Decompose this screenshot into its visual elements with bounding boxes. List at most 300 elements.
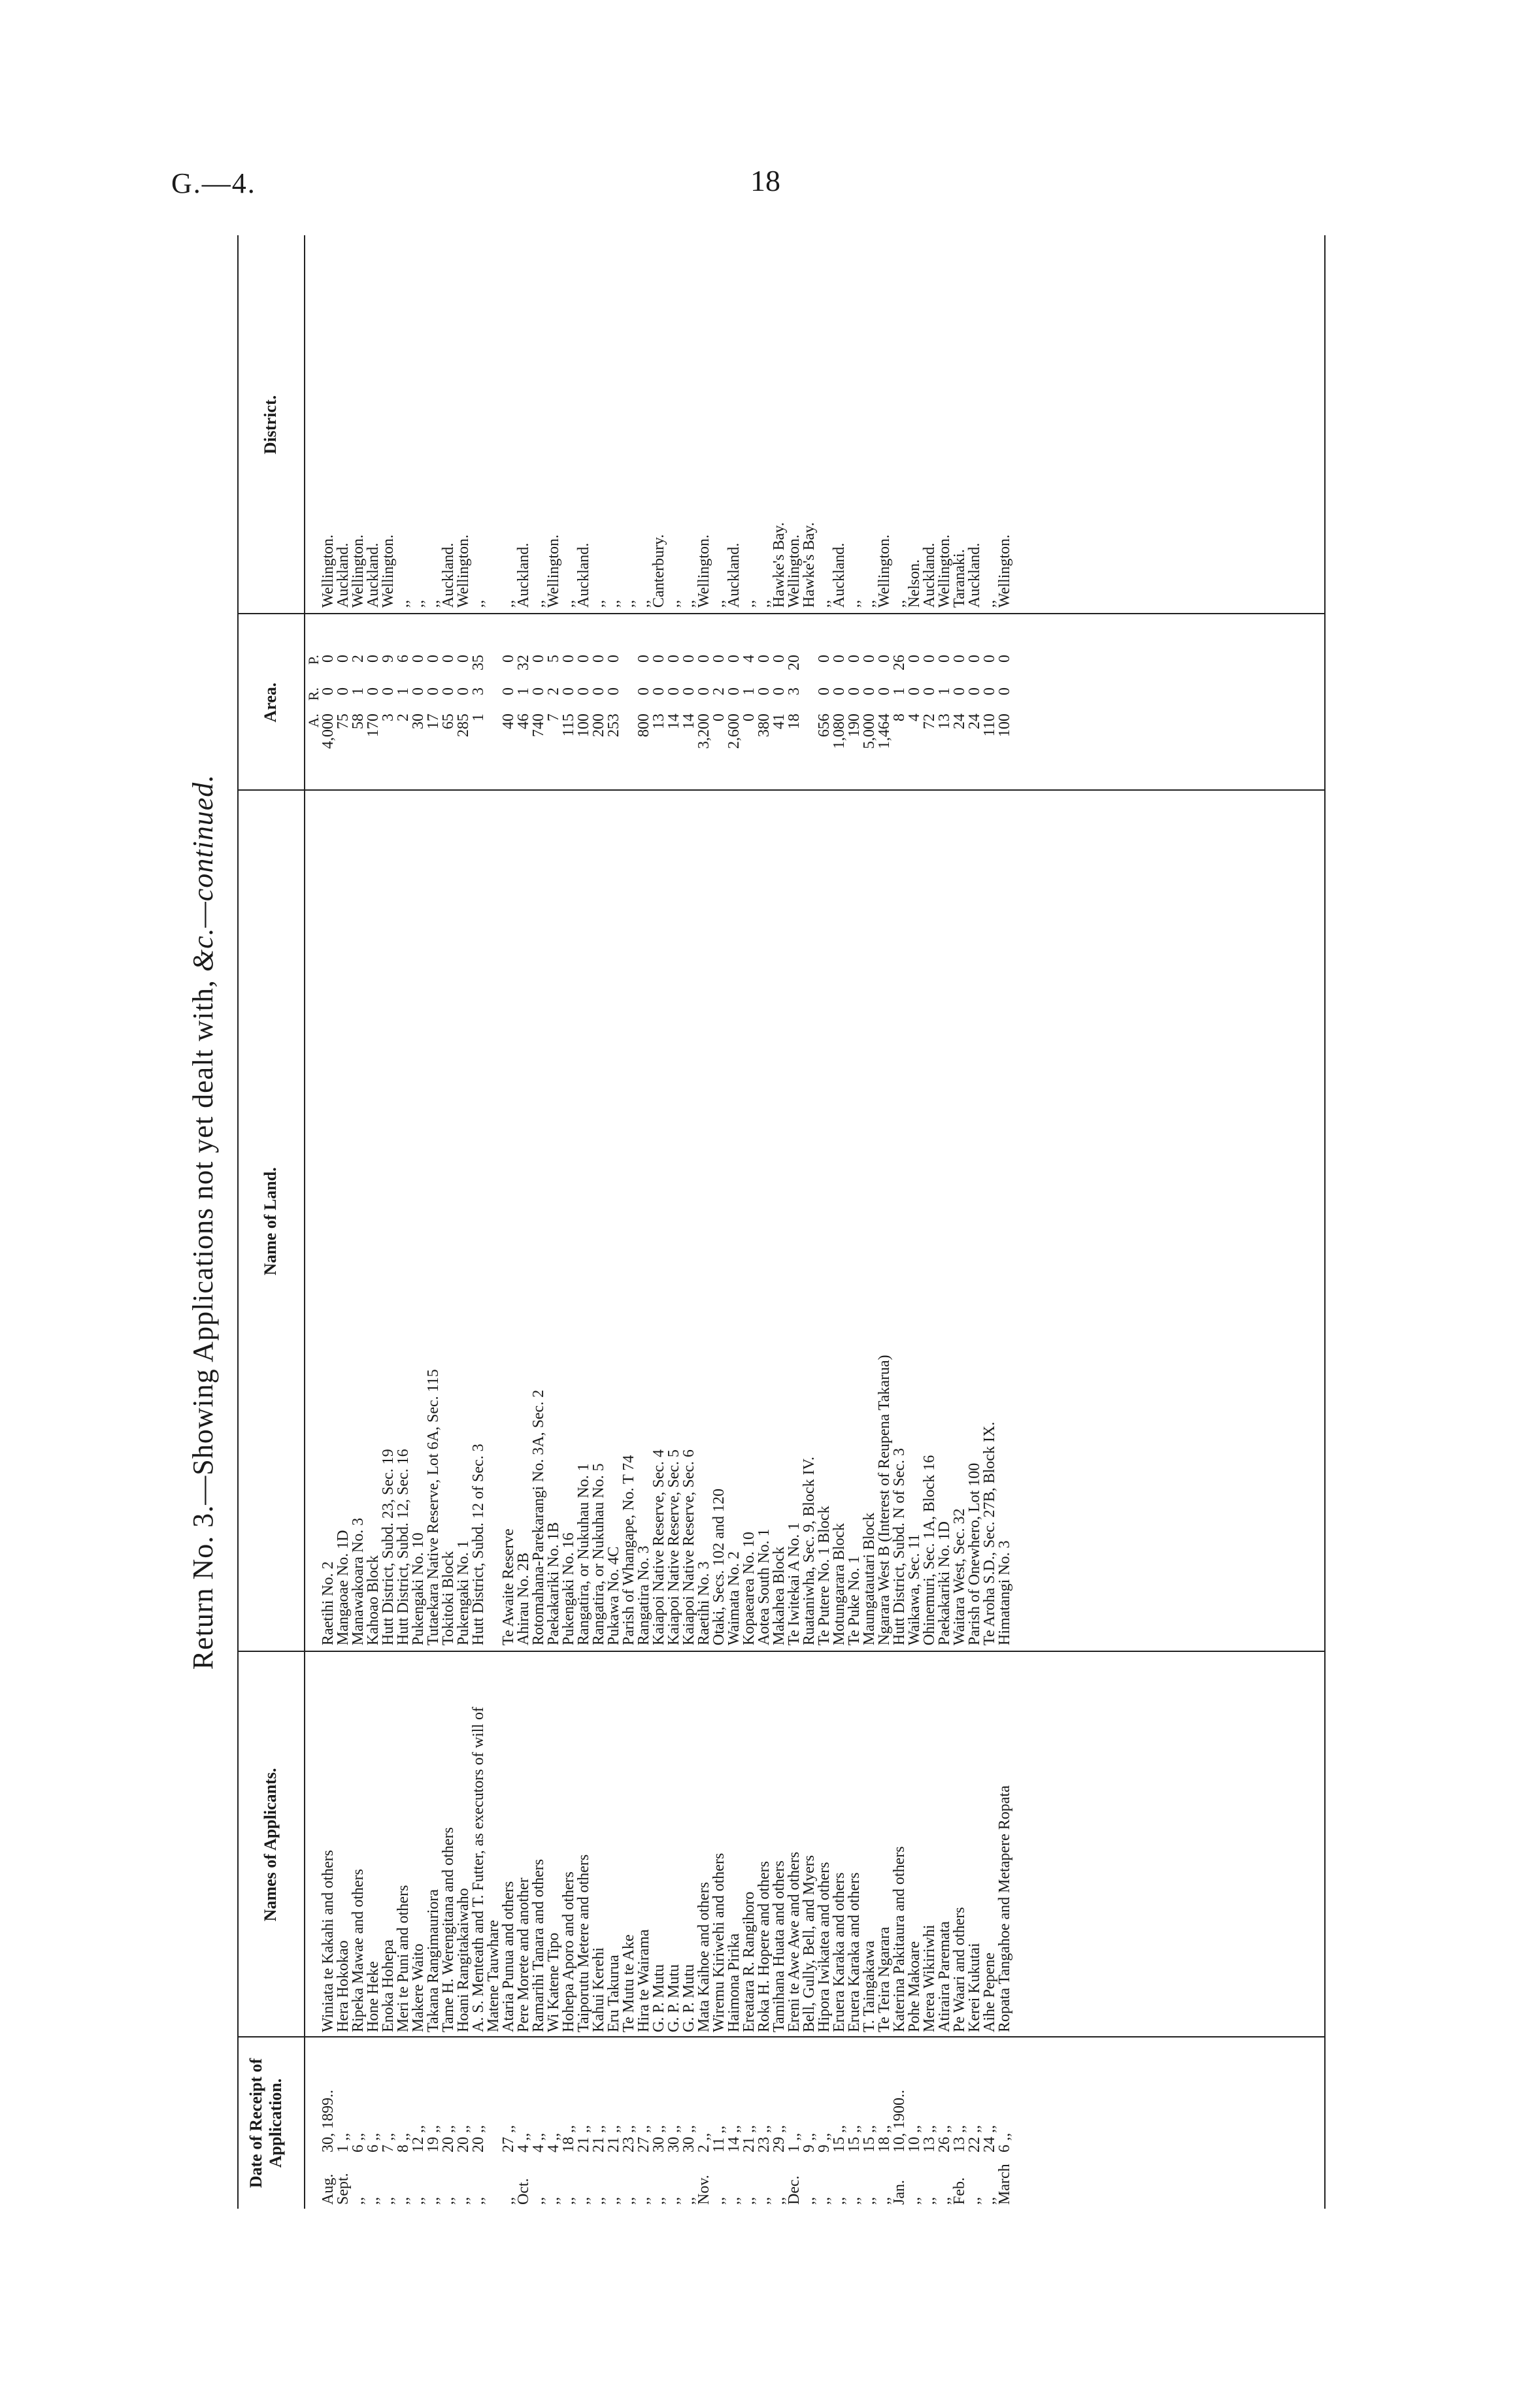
area-roods: 0 — [635, 687, 652, 695]
applicants-text: Ropata Tangahoe and Metapere Ropata — [996, 1785, 1013, 2032]
land-cell — [336, 1057, 351, 1645]
district-text: ,, — [425, 600, 442, 608]
area-cell — [697, 621, 712, 784]
area-cell — [847, 621, 862, 784]
applicants-text: G. P. Mutu — [665, 1964, 682, 2032]
header-applicants: Names of Applicants. — [261, 1768, 280, 1922]
table-row — [862, 235, 877, 2209]
date-month: ,, — [680, 2197, 697, 2205]
area-roods: 0 — [500, 687, 517, 695]
district-text: Wellington. — [786, 534, 803, 608]
table-row — [742, 235, 757, 2209]
applicants-text: Hone Heke — [365, 1961, 382, 2032]
area-cell — [667, 621, 682, 784]
land-cell — [967, 1057, 982, 1645]
date-cell — [486, 2041, 501, 2205]
district-text: ,, — [891, 600, 908, 608]
district-cell — [441, 346, 456, 608]
applicants-cell — [757, 1666, 772, 2032]
area-perches: 35 — [470, 655, 487, 670]
applicants-text: Makere Waito — [410, 1943, 427, 2032]
area-cell — [366, 621, 381, 784]
table-row — [832, 235, 847, 2209]
area-acres: 2 — [395, 714, 412, 721]
page-id: G.—4. — [171, 167, 256, 199]
table-body — [321, 235, 1012, 2209]
area-roods: 0 — [320, 687, 337, 695]
district-cell — [817, 346, 832, 608]
district-cell — [561, 346, 576, 608]
date-month: ,, — [590, 2197, 607, 2205]
applicants-cell — [321, 1666, 336, 2032]
date-day: 29 ,, — [771, 2125, 788, 2152]
applicants-cell — [516, 1666, 531, 2032]
district-text: Auckland. — [515, 542, 532, 608]
area-unit-roods: R. — [305, 687, 322, 701]
area-roods: 0 — [876, 687, 893, 695]
district-text: Auckland. — [726, 542, 743, 608]
district-text: Hawke's Bay. — [801, 522, 818, 608]
applicants-text: Haimona Pirika — [726, 1933, 743, 2032]
area-acres: 13 — [936, 714, 953, 729]
area-cell — [607, 621, 622, 784]
land-text: Te Iwitekai A No. 1 — [786, 1522, 803, 1645]
district-text: ,, — [560, 600, 577, 608]
area-roods: 0 — [335, 687, 352, 695]
applicants-cell — [997, 1666, 1012, 2032]
date-month: ,, — [861, 2197, 878, 2205]
land-cell — [396, 1057, 411, 1645]
date-cell — [531, 2041, 546, 2205]
date-cell — [561, 2041, 576, 2205]
date-month: ,, — [741, 2197, 758, 2205]
district-text: ,, — [981, 600, 998, 608]
area-cell — [892, 621, 907, 784]
date-month: Oct. — [515, 2178, 532, 2205]
date-month: ,, — [470, 2197, 487, 2205]
applicants-cell — [742, 1666, 757, 2032]
land-text: Kaiapoi Native Reserve, Sec. 4 — [650, 1449, 667, 1645]
land-text: Motungarara Block — [831, 1523, 848, 1645]
district-cell — [592, 346, 607, 608]
applicants-text: Kerei Kukutai — [966, 1943, 983, 2032]
land-cell — [982, 1057, 997, 1645]
date-day: 15 ,, — [831, 2125, 848, 2152]
district-cell — [366, 346, 381, 608]
date-month: ,, — [846, 2197, 863, 2205]
area-roods: 1 — [350, 687, 367, 695]
area-perches: 0 — [861, 655, 878, 663]
date-month: ,, — [365, 2197, 382, 2205]
land-cell — [697, 1057, 712, 1645]
date-month: ,, — [605, 2197, 622, 2205]
land-cell — [576, 1057, 592, 1645]
applicants-text: Hera Hokokao — [335, 1940, 352, 2032]
date-cell — [652, 2041, 667, 2205]
applicants-cell — [592, 1666, 607, 2032]
district-text: Wellington. — [545, 534, 562, 608]
area-cell — [982, 621, 997, 784]
district-text: ,, — [665, 600, 682, 608]
area-cell — [637, 621, 652, 784]
area-roods: 0 — [455, 687, 472, 695]
area-cell — [937, 621, 952, 784]
table-title-continued: &c.—continued. — [187, 774, 219, 972]
district-text: Wellington. — [380, 534, 397, 608]
applicants-text: Tame H. Werengitana and others — [440, 1827, 457, 2032]
area-perches: 0 — [756, 655, 773, 663]
area-cell — [441, 621, 456, 784]
applicants-text: Hoani Rangitakaiwaho — [455, 1888, 472, 2032]
district-cell — [967, 346, 982, 608]
district-text: ,, — [500, 600, 517, 608]
area-acres: 46 — [515, 714, 532, 729]
land-text: Ohinemuri, Sec. 1A, Block 16 — [921, 1455, 938, 1645]
land-text: Paekakariki No. 1B — [545, 1522, 562, 1645]
applicants-cell — [922, 1666, 937, 2032]
area-roods: 3 — [470, 687, 487, 695]
date-month: ,, — [575, 2197, 592, 2205]
district-text: ,, — [741, 600, 758, 608]
area-perches: 0 — [816, 655, 833, 663]
land-cell — [531, 1057, 546, 1645]
area-cell — [652, 621, 667, 784]
area-cell — [817, 621, 832, 784]
district-cell — [997, 346, 1012, 608]
date-cell — [351, 2041, 366, 2205]
date-cell — [607, 2041, 622, 2205]
land-cell — [592, 1057, 607, 1645]
district-cell — [501, 346, 516, 608]
land-cell — [817, 1057, 832, 1645]
date-day: 27 ,, — [635, 2125, 652, 2152]
district-text: ,, — [846, 600, 863, 608]
date-day: 21 ,, — [575, 2125, 592, 2152]
date-cell — [381, 2041, 396, 2205]
applicants-cell — [967, 1666, 982, 2032]
applicants-text: Kahui Kerehi — [590, 1947, 607, 2032]
date-day: 30 ,, — [650, 2125, 667, 2152]
date-cell — [622, 2041, 637, 2205]
table-row — [411, 235, 426, 2209]
applicants-cell — [832, 1666, 847, 2032]
date-cell — [637, 2041, 652, 2205]
applicants-text: Atiraira Paremata — [936, 1921, 953, 2032]
applicants-text: Eru Takurua — [605, 1954, 622, 2032]
area-acres: 110 — [981, 714, 998, 737]
area-roods: 0 — [726, 687, 743, 695]
date-month: ,, — [425, 2197, 442, 2205]
district-text: Wellington. — [455, 534, 472, 608]
area-acres: 100 — [575, 714, 592, 737]
date-month: ,, — [410, 2197, 427, 2205]
area-perches: 0 — [726, 655, 743, 663]
land-cell — [787, 1057, 802, 1645]
date-month: ,, — [395, 2197, 412, 2205]
applicants-cell — [381, 1666, 396, 2032]
area-perches: 0 — [320, 655, 337, 663]
table-row — [576, 235, 592, 2209]
applicants-cell — [907, 1666, 922, 2032]
district-cell — [637, 346, 652, 608]
area-perches: 0 — [560, 655, 577, 663]
district-text: Auckland. — [335, 542, 352, 608]
area-cell — [997, 621, 1012, 784]
land-text: Te Awaite Reserve — [500, 1528, 517, 1645]
area-acres: 4 — [906, 714, 923, 721]
applicants-cell — [802, 1666, 817, 2032]
date-month: ,, — [530, 2197, 547, 2205]
date-month: Jan. — [891, 2180, 908, 2205]
district-cell — [321, 346, 336, 608]
area-perches: 20 — [786, 655, 803, 670]
area-acres: 200 — [590, 714, 607, 737]
date-day: 1 ,, — [335, 2133, 352, 2152]
applicants-cell — [937, 1666, 952, 2032]
area-acres: 5,000 — [861, 714, 878, 749]
land-text: Kaiapoi Native Reserve, Sec. 5 — [665, 1449, 682, 1645]
table-row — [847, 235, 862, 2209]
area-roods: 0 — [605, 687, 622, 695]
area-acres: 1 — [470, 714, 487, 721]
date-cell — [772, 2041, 787, 2205]
date-day: 30 ,, — [665, 2125, 682, 2152]
date-month: Dec. — [786, 2175, 803, 2205]
header-land: Name of Land. — [261, 1167, 280, 1276]
date-day: 26 ,, — [936, 2125, 953, 2152]
date-cell — [426, 2041, 441, 2205]
date-cell — [516, 2041, 531, 2205]
area-perches: 2 — [350, 655, 367, 663]
area-cell — [486, 621, 501, 784]
table-row — [546, 235, 561, 2209]
district-cell — [607, 346, 622, 608]
area-acres: 1,464 — [876, 714, 893, 749]
table-row — [967, 235, 982, 2209]
area-cell — [727, 621, 742, 784]
date-cell — [802, 2041, 817, 2205]
land-text: Mangaoae No. 1D — [335, 1530, 352, 1645]
area-roods: 1 — [741, 687, 758, 695]
area-acres: 100 — [996, 714, 1013, 737]
area-roods: 0 — [921, 687, 938, 695]
date-cell — [697, 2041, 712, 2205]
land-text: Rangatira, or Nukuhau No. 5 — [590, 1463, 607, 1645]
district-cell — [892, 346, 907, 608]
area-unit-perches: P. — [305, 655, 322, 665]
district-text: ,, — [590, 600, 607, 608]
applicants-cell — [396, 1666, 411, 2032]
date-month: ,, — [831, 2197, 848, 2205]
date-cell — [817, 2041, 832, 2205]
applicants-text: Katerina Pakitaura and others — [891, 1846, 908, 2032]
land-text: Pukengaki No. 16 — [560, 1532, 577, 1645]
area-acres: 285 — [455, 714, 472, 737]
table-row — [877, 235, 892, 2209]
date-month: ,, — [710, 2197, 727, 2205]
district-cell — [862, 346, 877, 608]
date-day: 15 ,, — [861, 2125, 878, 2152]
land-cell — [546, 1057, 561, 1645]
area-cell — [907, 621, 922, 784]
area-roods: 1 — [395, 687, 412, 695]
applicants-text: T. Taingakawa — [861, 1940, 878, 2032]
area-acres: 40 — [500, 714, 517, 729]
area-cell — [501, 621, 516, 784]
area-roods: 1 — [936, 687, 953, 695]
area-cell — [351, 621, 366, 784]
land-text: Pukengaki No. 10 — [410, 1532, 427, 1645]
date-month: March — [996, 2164, 1013, 2205]
applicants-text: Ereni te Awe Awe and others — [786, 1851, 803, 2032]
applicants-cell — [456, 1666, 471, 2032]
area-acres: 253 — [605, 714, 622, 737]
table-row — [817, 235, 832, 2209]
date-month: ,, — [921, 2197, 938, 2205]
area-perches: 0 — [996, 655, 1013, 663]
district-text: Taranaki. — [951, 549, 968, 608]
table-row — [937, 235, 952, 2209]
date-day: 2 ,, — [695, 2133, 712, 2152]
area-roods: 0 — [410, 687, 427, 695]
applicants-cell — [787, 1666, 802, 2032]
district-cell — [847, 346, 862, 608]
land-text: Maungatautari Block — [861, 1512, 878, 1645]
date-cell — [997, 2041, 1012, 2205]
land-text: Hutt District, Subd. 12 of Sec. 3 — [470, 1443, 487, 1645]
area-perches: 0 — [575, 655, 592, 663]
applicants-cell — [471, 1666, 486, 2032]
table-row — [952, 235, 967, 2209]
date-day: 4 ,, — [515, 2133, 532, 2152]
date-day: 18 ,, — [560, 2125, 577, 2152]
applicants-text: Enoka Hohepa — [380, 1939, 397, 2032]
area-perches: 9 — [380, 655, 397, 663]
district-text: Auckland. — [575, 542, 592, 608]
table-row — [652, 235, 667, 2209]
table-row — [907, 235, 922, 2209]
date-day: 22 ,, — [966, 2125, 983, 2152]
area-roods: 0 — [695, 687, 712, 695]
land-text: Makahea Block — [771, 1546, 788, 1645]
area-perches: 0 — [695, 655, 712, 663]
area-acres: 24 — [966, 714, 983, 729]
area-cell — [546, 621, 561, 784]
date-month: ,, — [455, 2197, 472, 2205]
table-row — [607, 235, 622, 2209]
date-month: ,, — [620, 2197, 637, 2205]
district-text: ,, — [710, 600, 727, 608]
table-row — [982, 235, 997, 2209]
land-text: Kahoao Block — [365, 1555, 382, 1645]
area-perches: 32 — [515, 655, 532, 670]
area-perches: 0 — [951, 655, 968, 663]
area-perches: 0 — [831, 655, 848, 663]
land-text: Waitara West, Sec. 32 — [951, 1508, 968, 1645]
area-roods: 1 — [891, 687, 908, 695]
land-cell — [997, 1057, 1012, 1645]
land-cell — [757, 1057, 772, 1645]
applicants-text: Hira te Wairama — [635, 1929, 652, 2032]
applicants-text: Eruera Karaka and others — [831, 1872, 848, 2032]
district-text: Auckland. — [966, 542, 983, 608]
table-row — [336, 235, 351, 2209]
district-cell — [757, 346, 772, 608]
date-day: 21 ,, — [605, 2125, 622, 2152]
district-text: ,, — [530, 600, 547, 608]
area-cell — [832, 621, 847, 784]
applicants-cell — [351, 1666, 366, 2032]
date-day: 23 ,, — [620, 2125, 637, 2152]
area-roods: 0 — [981, 687, 998, 695]
land-text: Ahirau No. 2B — [515, 1553, 532, 1645]
area-roods: 0 — [951, 687, 968, 695]
area-perches: 0 — [335, 655, 352, 663]
area-acres: 30 — [410, 714, 427, 729]
date-cell — [576, 2041, 592, 2205]
area-roods: 0 — [846, 687, 863, 695]
applications-table — [237, 235, 1335, 2209]
land-cell — [351, 1057, 366, 1645]
table-title-main: Return No. 3.—Showing Applications not yet dealt with, — [187, 972, 219, 1670]
land-text: Raetihi No. 3 — [695, 1561, 712, 1645]
date-cell — [847, 2041, 862, 2205]
date-cell — [967, 2041, 982, 2205]
applicants-text: G. P. Mutu — [650, 1964, 667, 2032]
area-cell — [381, 621, 396, 784]
applicants-text: Matene Tauwhare — [485, 1920, 502, 2032]
area-roods: 0 — [966, 687, 983, 695]
area-roods: 2 — [545, 687, 562, 695]
area-perches: 0 — [530, 655, 547, 663]
date-month: ,, — [440, 2197, 457, 2205]
table-row — [787, 235, 802, 2209]
land-text: Pukawa No. 4C — [605, 1546, 622, 1645]
area-roods: 0 — [590, 687, 607, 695]
applicants-text: Meri te Puni and others — [395, 1885, 412, 2032]
land-text: Himatangi No. 3 — [996, 1540, 1013, 1645]
date-day: 13 ,, — [951, 2125, 968, 2152]
district-text: ,, — [816, 600, 833, 608]
area-roods: 0 — [575, 687, 592, 695]
land-cell — [907, 1057, 922, 1645]
table-row — [501, 235, 516, 2209]
header-date: Date of Receipt of Application. — [246, 2058, 285, 2188]
date-day: 9 ,, — [816, 2133, 833, 2152]
date-day: 27 ,, — [500, 2125, 517, 2152]
table-top-rule — [237, 235, 239, 2209]
area-perches: 0 — [710, 655, 727, 663]
applicants-text: Hipora Iwikatea and others — [816, 1862, 833, 2032]
table-row — [697, 235, 712, 2209]
area-acres: 3,200 — [695, 714, 712, 749]
date-cell — [922, 2041, 937, 2205]
applicants-cell — [622, 1666, 637, 2032]
date-month: ,, — [350, 2197, 367, 2205]
district-cell — [336, 346, 351, 608]
area-perches: 6 — [395, 655, 412, 663]
applicants-text: G. P. Mutu — [680, 1964, 697, 2032]
table-row — [802, 235, 817, 2209]
district-text: ,, — [756, 600, 773, 608]
table-row — [892, 235, 907, 2209]
applicants-text: Taiporutu Metere and others — [575, 1854, 592, 2032]
district-cell — [802, 346, 817, 608]
land-text: Rangatira No. 3 — [635, 1545, 652, 1645]
date-day: 9 ,, — [801, 2133, 818, 2152]
area-perches: 0 — [410, 655, 427, 663]
area-perches: 0 — [635, 655, 652, 663]
